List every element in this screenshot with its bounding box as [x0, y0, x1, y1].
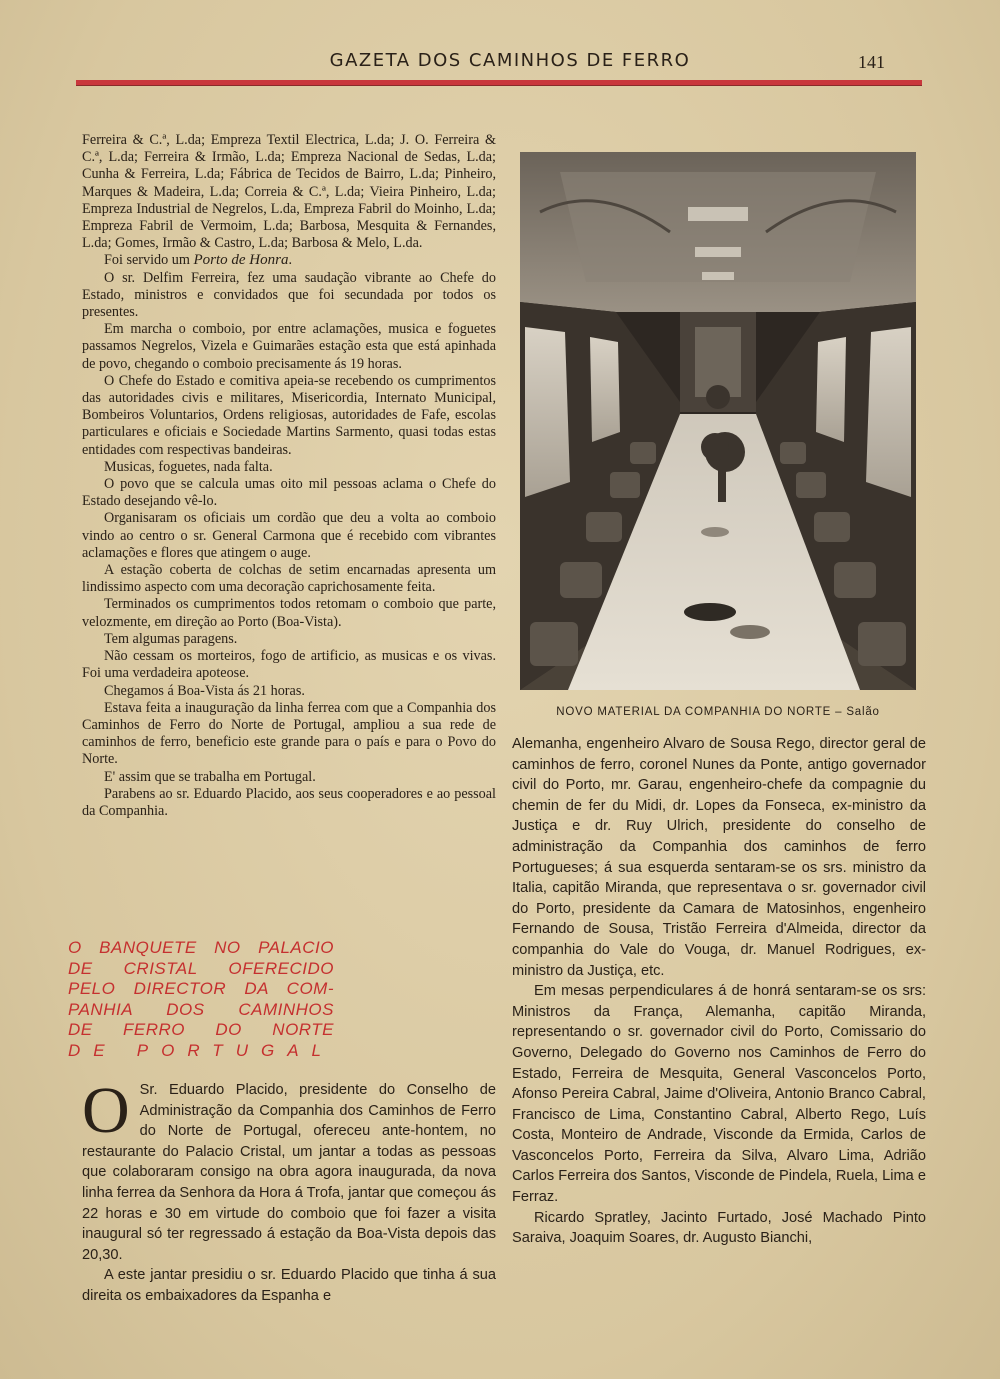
paragraph: O Chefe do Estado e comitiva apeia-se recebendo os cumprimentos das autoridades civis e militares, Misericordia, Internato Municipal, Bombeiros Voluntarios, Ordens religiosas, autoridades de Fafe, escolas particulares e oficiais e Sociedade Martins Sarmento, quasi todas estas entidades com respectivas bandeiras.	[82, 372, 496, 458]
paragraph: Organisaram os oficiais um cordão que deu a volta ao comboio vindo ao centro o sr. General Carmona que é recebido com vibrantes aclamações e flores que atingem o auge.	[82, 510, 496, 561]
paragraph: Ricardo Spratley, Jacinto Furtado, José Machado Pinto Saraiva, Joaquim Soares, dr. Augusto Bianchi,	[512, 1209, 926, 1247]
page-header-title: GAZETA DOS CAMINHOS DE FERRO	[329, 50, 691, 71]
heading-line: O BANQUETE NO PALACIO	[68, 938, 334, 957]
paragraph: Estava feita a inauguração da linha ferrea com que a Companhia dos Caminhos de Ferro do Norte de Portugal, ampliou a sua rede de caminhos de ferro, beneficio este grande para o país e para o Povo do Norte.	[82, 699, 496, 768]
paragraph: Parabens ao sr. Eduardo Placido, aos seus cooperadores e ao pessoal da Companhia.	[82, 785, 496, 819]
paragraph: Ferreira & C.ª, L.da; Empreza Textil Electrica, L.da; J. O. Ferreira & C.ª, L.da; Ferreira & Irmão, L.da; Empreza Nacional de Sedas, L.da; Cunha & Ferreira, L.da; Fábrica de Tecidos de Bairro, L.da; Pinheiro, Marques & Madeira, L.da; Correia & C.ª, L.da; Vieira Pinheiro, L.da; Empreza Industrial de Negrelos, L.da, Empreza Fabril do Moinho, L.da; Empreza Fabril de Vermoim, L.da; Barbosa, Mesquita & Fernandes, L.da; Gomes, Irmão & Castro, L.da; Barbosa & Melo, L.da.	[82, 132, 496, 252]
paragraph: Sr. Eduardo Placido, presidente do Conselho de Administração da Companhia dos Caminhos de Ferro do Norte de Portugal, ofereceu ante-hontem, no restaurante do Palacio Cristal, um jantar a todas as pessoas que colaboraram consigo na obra agora inaugurada, da nova linha ferrea da Senhora da Hora á Trofa, jantar que começou ás 22 horas e 30 em virtude do comboio que foi fazer a visita inaugural só ter regressado á estação da Boa-Vista depois das 20,30.	[82, 1082, 496, 1263]
emphasis-porto-de-honra: Porto de Honra	[193, 252, 289, 269]
paragraph: Chegamos á Boa-Vista ás 21 horas.	[104, 682, 305, 699]
photo-caption: NOVO MATERIAL DA COMPANHIA DO NORTE – Salão	[556, 706, 880, 718]
left-column	[82, 132, 496, 820]
right-column	[512, 734, 926, 1249]
paragraph: Terminados os cumprimentos todos retomam o comboio que parte, velozmente, em direção ao Porto (Boa-Vista).	[82, 596, 496, 630]
paragraph: Foi servido um Porto de Honra.	[104, 252, 293, 269]
dining-car-illustration	[520, 152, 916, 690]
paragraph: Em mesas perpendiculares á de honrá sentaram-se os srs: Ministros da França, Alemanha, capitão Miranda, representando o sr. governador civil do Porto, Comissario do Governo, Delegado do Governo nos Caminhos de Ferro do Estado, Ferreira de Mesquita, General Vasconcelos Porto, Afonso Pereira Cabral, Jaime d'Oliveira, Antonio Branco Cabral, Francisco de Lima, Constantino Cabral, Alberto Rego, Luís Costa, Monteiro de Andrade, Visconde da Ermida, Carlos de Vasconcelos Porto, Ferreira da Silva, Alvaro Lima, Adrião Carlos Ferreira dos Santos, Visconde de Pindela, Ruela, Lima e Ferraz.	[512, 983, 926, 1206]
page-number: 141	[858, 52, 885, 72]
paragraph: Não cessam os morteiros, fogo de artificio, as musicas e os vivas. Foi uma verdadeira apoteose.	[82, 648, 496, 682]
paragraph: Musicas, foguetes, nada falta.	[104, 458, 273, 475]
section-heading	[68, 938, 334, 1061]
paragraph: O povo que se calcula umas oito mil pessoas aclama o Chefe do Estado desejando vê-lo.	[82, 476, 496, 510]
paragraph: Alemanha, engenheiro Alvaro de Sousa Rego, director geral de caminhos de ferro, coronel Nunes da Ponte, antigo governador civil do Porto, mr. Garau, engenheiro-chefe da compagnie du chemin de fer du Midi, dr. Lopes da Fonseca, ex-ministro da Justiça e dr. Ruy Ulrich, presidente do conselho de administração da Companhia dos caminhos de ferro Portugueses; á sua esquerda sentaram-se os srs. ministro da Italia, capitão Miranda, que representava o sr. governador civil do Porto, presidente da Camara de Matosinhos, engenheiro Fernando de Sousa, Tristão Ferreira d'Almeida, director da companhia do Vale do Vouga, dr. Manuel Rodrigues, ex-ministro da Justiça, etc.	[512, 736, 926, 979]
drop-cap: O	[82, 1074, 130, 1147]
paragraph: A este jantar presidiu o sr. Eduardo Placido que tinha á sua direita os embaixadores da Espanha e	[82, 1267, 496, 1304]
heading-line: DE CRISTAL OFERECIDO	[68, 958, 334, 978]
heading-line: DE PORTUGAL	[68, 1040, 334, 1060]
heading-line: DE FERRO DO NORTE	[68, 1020, 334, 1039]
heading-line: PELO DIRECTOR DA COM-	[68, 979, 334, 998]
paragraph: A estação coberta de colchas de setim encarnadas apresenta um lindissimo aspecto com uma decoração caprichosamente feita.	[82, 562, 496, 596]
header-red-rule	[76, 80, 922, 86]
dining-car-photo	[520, 152, 916, 690]
paragraph: O sr. Delfim Ferreira, fez uma saudação vibrante ao Chefe do Estado, ministros e convidados que foi secundada por todos os presentes.	[82, 269, 496, 321]
paragraph: Em marcha o comboio, por entre aclamações, musica e foguetes passamos Negrelos, Vizela e Guimarães estação esta que está apinhada de povo, chegando o comboio precisamente ás 19 horas.	[82, 321, 496, 372]
banquet-article	[82, 1074, 496, 1307]
paragraph: Tem algumas paragens.	[104, 630, 238, 647]
paragraph: E' assim que se trabalha em Portugal.	[104, 768, 316, 785]
heading-line: PANHIA DOS CAMINHOS	[68, 999, 334, 1019]
